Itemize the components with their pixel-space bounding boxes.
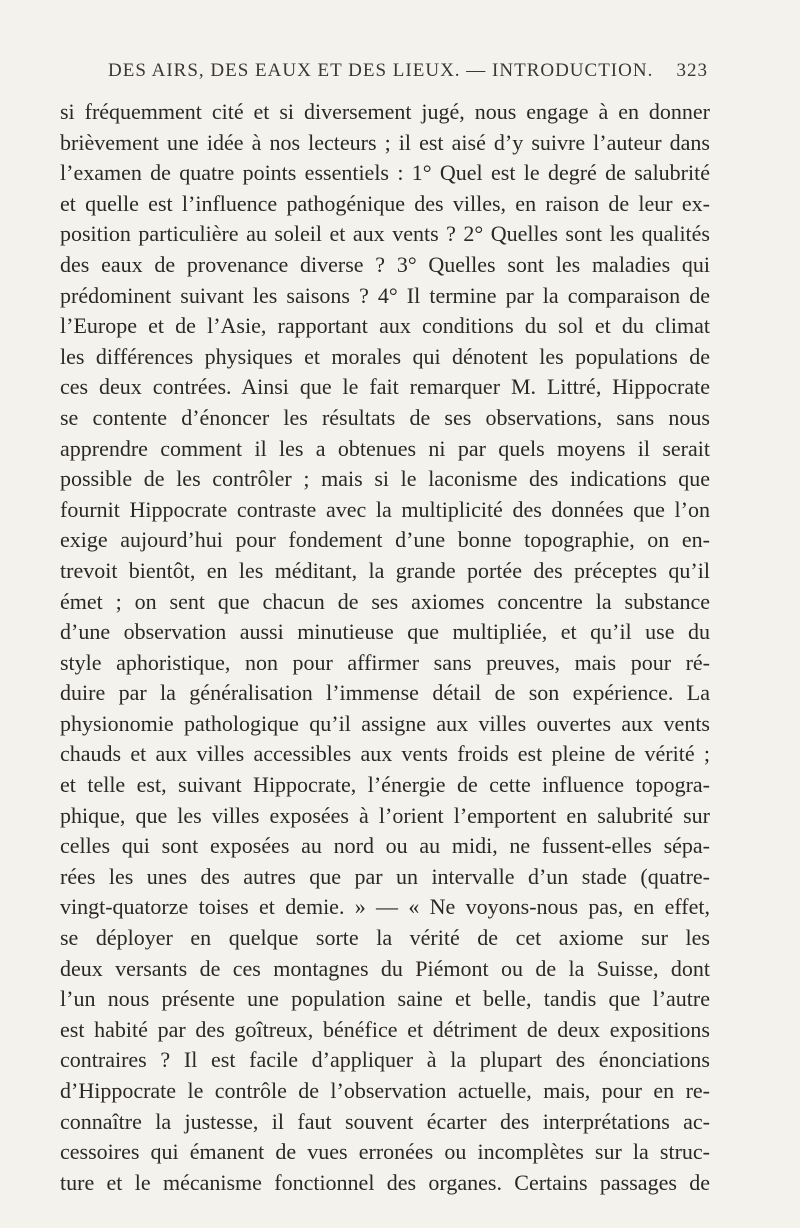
text-line: duire par la généralisation l’immense détail de son expérience. La xyxy=(60,680,710,706)
text-line: et telle est, suivant Hippocrate, l’énergie de cette influence topogra- xyxy=(60,772,710,798)
text-line: cessoires qui émanent de vues erronées ou incomplètes sur la struc- xyxy=(60,1139,710,1165)
text-line: physionomie pathologique qu’il assigne aux villes ouvertes aux vents xyxy=(60,710,710,736)
text-line: rées les unes des autres que par un intervalle d’un stade (quatre- xyxy=(60,863,710,889)
text-line: vingt-quatorze toises et demie. » — « Ne voyons-nous pas, en effet, xyxy=(60,894,710,920)
text-line: contraires ? Il est facile d’appliquer à la plupart des énonciations xyxy=(60,1047,710,1073)
text-line: l’examen de quatre points essentiels : 1° Quel est le degré de salubrité xyxy=(60,160,710,186)
text-line: l’un nous présente une population saine et belle, tandis que l’autre xyxy=(60,986,710,1012)
text-line: exige aujourd’hui pour fondement d’une bonne topographie, on en- xyxy=(60,527,710,553)
text-line: les différences physiques et morales qui dénotent les populations de xyxy=(60,343,710,369)
text-line: se contente d’énoncer les résultats de ses observations, sans nous xyxy=(60,404,710,430)
page-number: 323 xyxy=(676,60,708,81)
text-line: deux versants de ces montagnes du Piémont ou de la Suisse, dont xyxy=(60,955,710,981)
text-line: des eaux de provenance diverse ? 3° Quelles sont les maladies qui xyxy=(60,251,710,277)
text-line: fournit Hippocrate contraste avec la multiplicité des données que l’on xyxy=(60,496,710,522)
text-line: ces deux contrées. Ainsi que le fait remarquer M. Littré, Hippocrate xyxy=(60,374,710,400)
text-line: se déployer en quelque sorte la vérité de cet axiome sur les xyxy=(60,925,710,951)
text-line: ture et le mécanisme fonctionnel des organes. Certains passages de xyxy=(60,1169,710,1195)
text-line: si fréquemment cité et si diversement jugé, nous engage à en donner xyxy=(60,99,710,124)
text-line: apprendre comment il les a obtenues ni par quels moyens il serait xyxy=(60,435,710,461)
text-line: brièvement une idée à nos lecteurs ; il est aisé d’y suivre l’auteur dans xyxy=(60,129,710,155)
text-line: celles qui sont exposées au nord ou au midi, ne fussent-elles sépa- xyxy=(60,833,710,859)
text-line: possible de les contrôler ; mais si le laconisme des indications que xyxy=(60,466,710,492)
text-line: d’une observation aussi minutieuse que multipliée, et qu’il use du xyxy=(60,619,710,645)
text-line: et quelle est l’influence pathogénique des villes, en raison de leur ex- xyxy=(60,190,710,216)
body-text xyxy=(60,97,710,1198)
text-line: style aphoristique, non pour affirmer sans preuves, mais pour ré- xyxy=(60,649,710,675)
text-line: prédominent suivant les saisons ? 4° Il termine par la comparaison de xyxy=(60,282,710,308)
text-line: l’Europe et de l’Asie, rapportant aux conditions du sol et du climat xyxy=(60,313,710,339)
text-line: d’Hippocrate le contrôle de l’observation actuelle, mais, pour en re- xyxy=(60,1078,710,1103)
text-line: trevoit bientôt, en les méditant, la grande portée des préceptes qu’il xyxy=(60,557,710,583)
text-line: chauds et aux villes accessibles aux vents froids est pleine de vérité ; xyxy=(60,741,710,767)
text-line: position particulière au soleil et aux vents ? 2° Quelles sont les qualités xyxy=(60,221,710,247)
text-line: émet ; on sent que chacun de ses axiomes concentre la substance xyxy=(60,588,710,614)
running-title: DES AIRS, DES EAUX ET DES LIEUX. — INTRODUCTION. xyxy=(108,60,654,81)
text-line: phique, que les villes exposées à l’orient l’emportent en salubrité sur xyxy=(60,802,710,828)
text-line: est habité par des goîtreux, bénéfice et détriment de deux expositions xyxy=(60,1016,710,1042)
page-header xyxy=(108,60,708,90)
text-line: connaître la justesse, il faut souvent écarter des interprétations ac- xyxy=(60,1108,710,1134)
